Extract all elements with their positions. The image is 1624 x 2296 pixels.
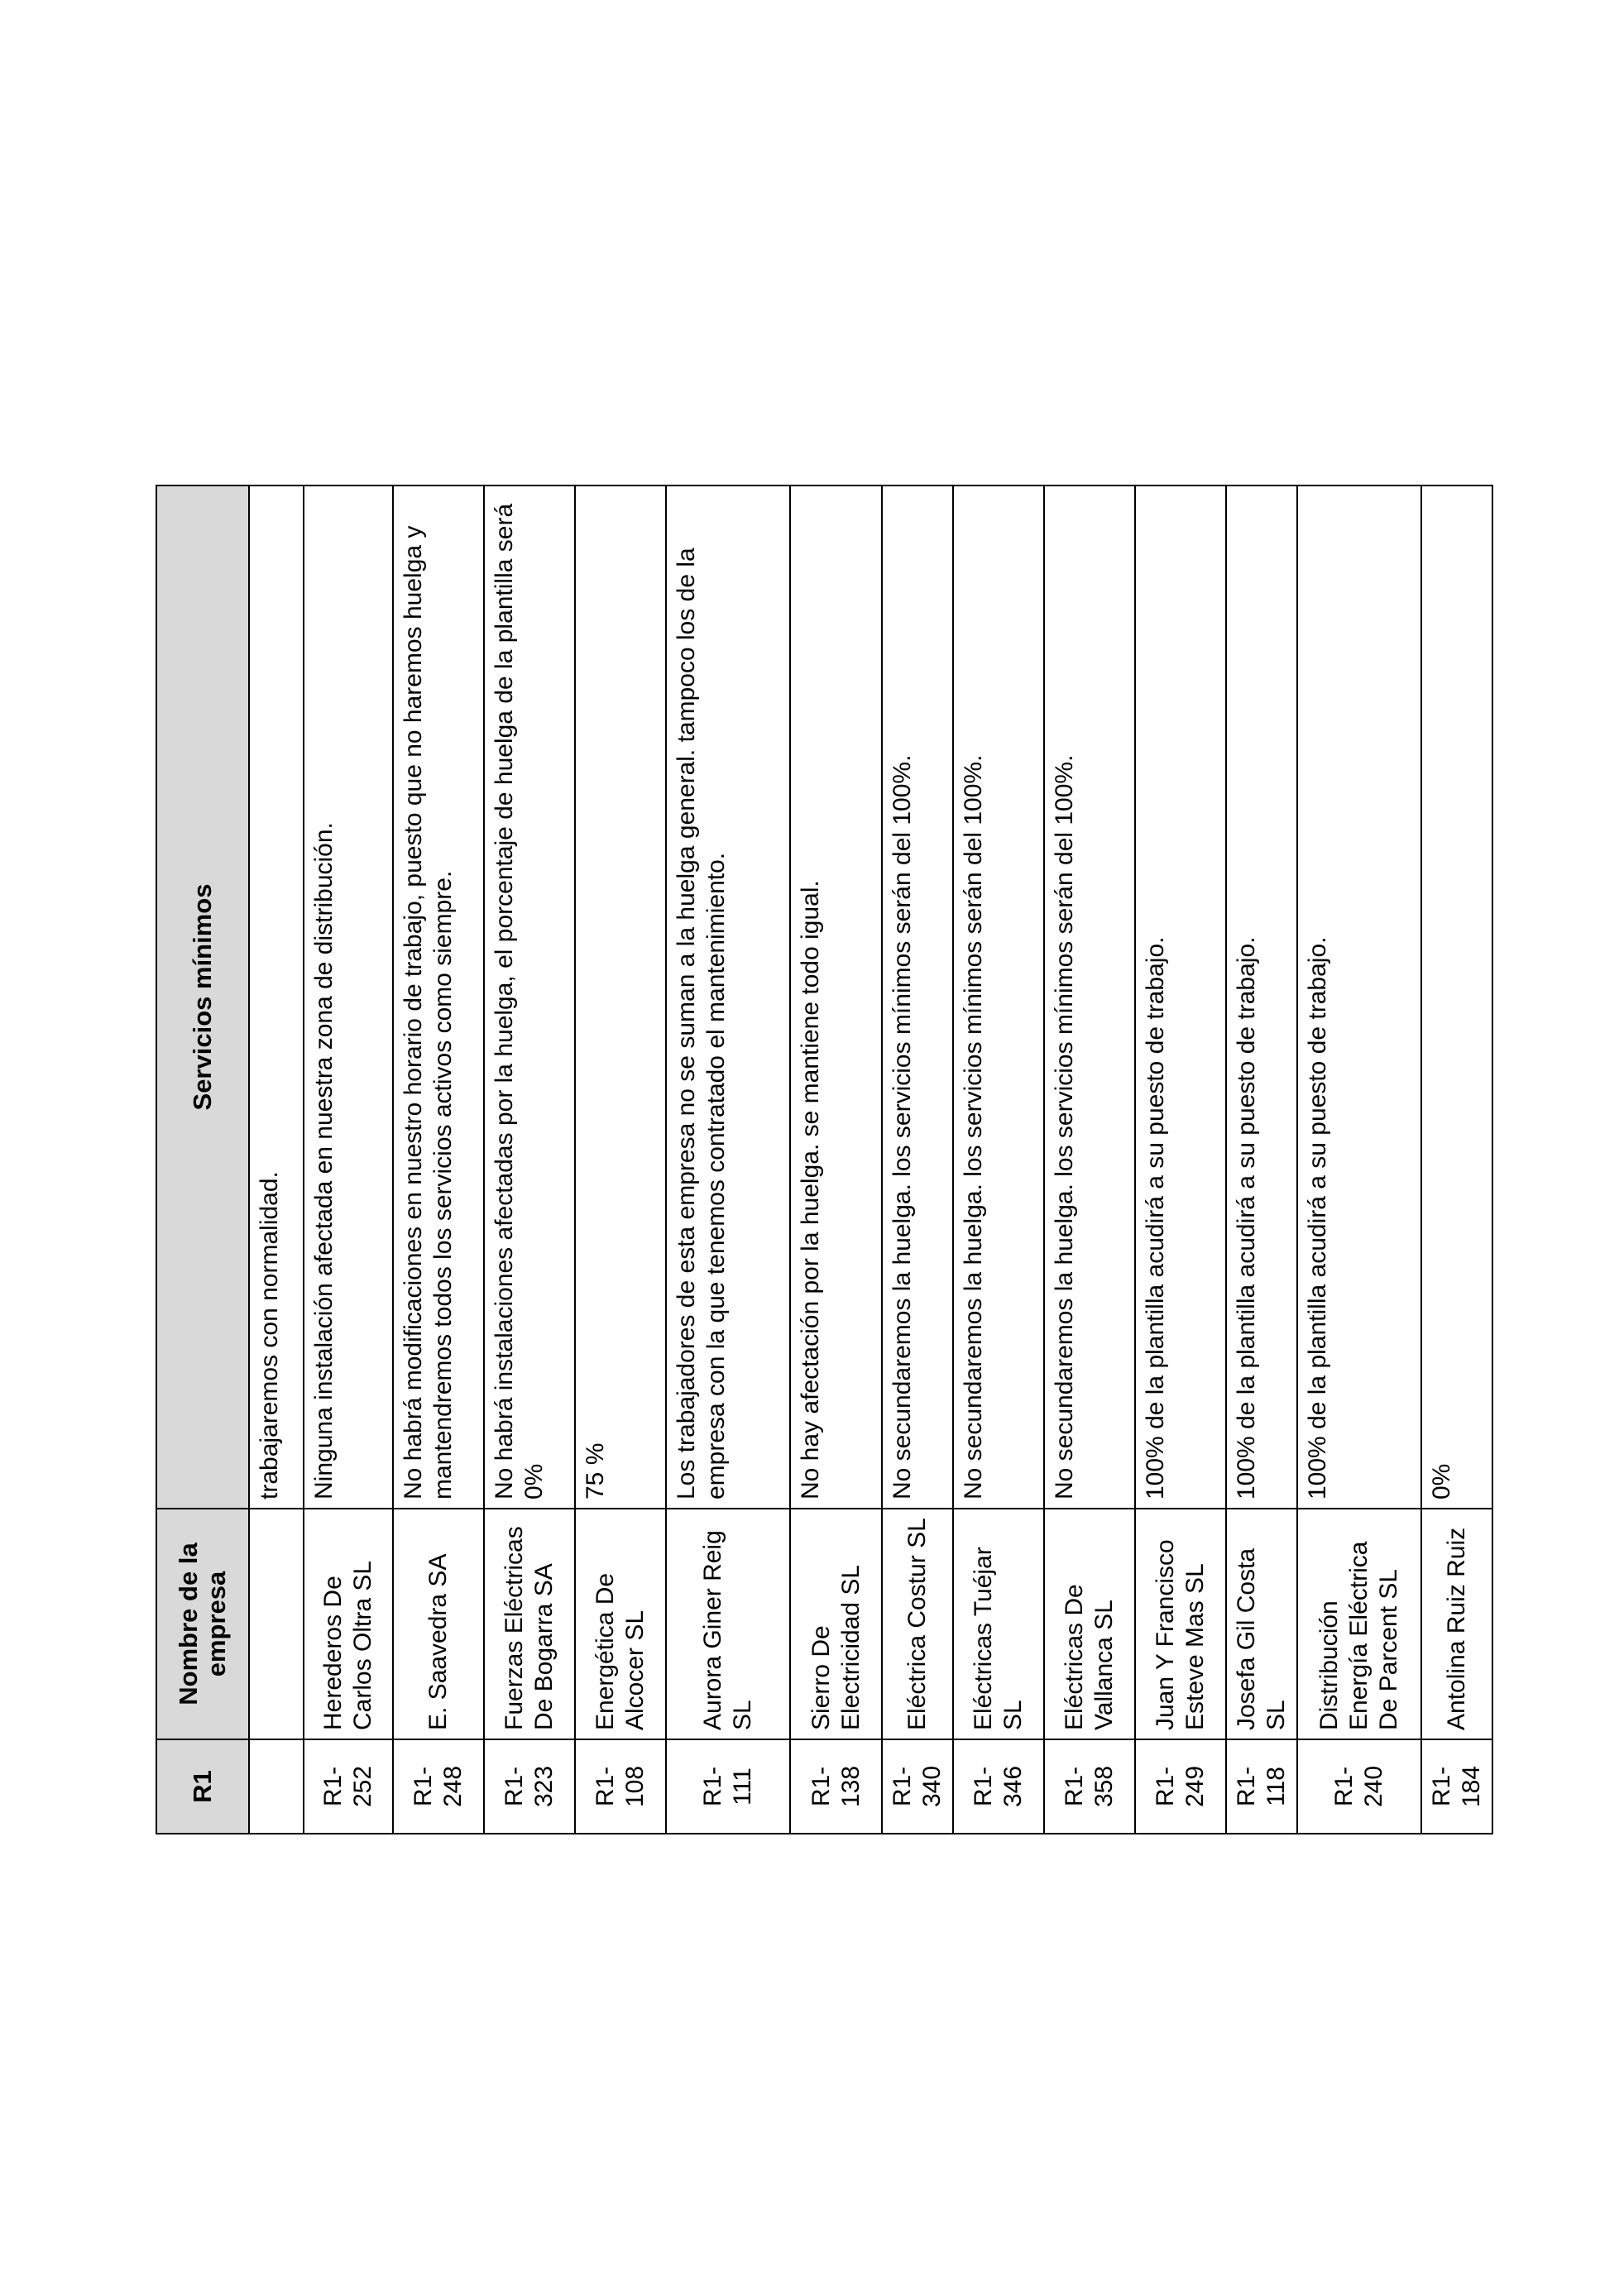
table-row [575,486,666,1834]
row-services: No secundaremos la huelga. los servicios mínimos serán del 100%. [882,486,953,1509]
row-services: No hay afectación por la huelga. se mantiene todo igual. [790,486,882,1509]
row-services: trabajaremos con normalidad. [249,486,304,1509]
row-code: R1-111 [666,1739,790,1834]
row-company: Josefa Gil Costa SL [1226,1509,1297,1739]
row-company: Herederos De Carlos Oltra SL [304,1509,393,1739]
row-code: R1-240 [1297,1739,1421,1834]
row-services: No habrá instalaciones afectadas por la huelga, el porcentaje de huelga de la plantilla será 0% [484,486,575,1509]
row-services: 75 % [575,486,666,1509]
row-company: Distribución Energía Eléctrica De Parcent SL [1297,1509,1421,1739]
row-services: Ninguna instalación afectada en nuestra zona de distribución. [304,486,393,1509]
row-code: R1-323 [484,1739,575,1834]
row-company: Fuerzas Eléctricas De Bogarra SA [484,1509,575,1739]
header-minimum-services: Servicios mínimos [156,486,249,1509]
row-services: 100% de la plantilla acudirá a su puesto de trabajo. [1135,486,1226,1509]
table-header-row [156,486,249,1834]
row-code: R1-346 [953,1739,1044,1834]
row-code: R1-358 [1044,1739,1135,1834]
row-services: No habrá modificaciones en nuestro horario de trabajo, puesto que no haremos huelga y mantendremos todos los servicios activos como siempre. [393,486,484,1509]
row-company: Eléctricas De Vallanca SL [1044,1509,1135,1739]
table-row [1297,486,1421,1834]
row-company: Eléctrica Costur SL [882,1509,953,1739]
row-services: Los trabajadores de esta empresa no se suman a la huelga general. tampoco los de la empresa con la que tenemos contratado el mantenimiento. [666,486,790,1509]
row-company: Juan Y Francisco Esteve Mas SL [1135,1509,1226,1739]
table-row [393,486,484,1834]
rotated-page [156,486,1485,1834]
table-row [249,486,304,1834]
row-code: R1-108 [575,1739,666,1834]
row-company: Sierro De Electricidad SL [790,1509,882,1739]
row-code [249,1739,304,1834]
row-company [249,1509,304,1739]
table-row [484,486,575,1834]
row-code: R1-184 [1421,1739,1492,1834]
row-code: R1-249 [1135,1739,1226,1834]
table-row [304,486,393,1834]
row-code: R1-252 [304,1739,393,1834]
servicios-minimos-table [156,485,1493,1834]
row-services: No secundaremos la huelga. los servicios mínimos serán del 100%. [953,486,1044,1509]
table-row [882,486,953,1834]
row-company: Eléctricas Tuéjar SL [953,1509,1044,1739]
table-row [953,486,1044,1834]
row-company: Energética De Alcocer SL [575,1509,666,1739]
table-row [1226,486,1297,1834]
row-services: 100% de la plantilla acudirá a su puesto de trabajo. [1226,486,1297,1509]
row-company: Aurora Giner Reig SL [666,1509,790,1739]
row-code: R1-118 [1226,1739,1297,1834]
row-code: R1-340 [882,1739,953,1834]
table-row [1135,486,1226,1834]
row-code: R1-138 [790,1739,882,1834]
row-services: 100% de la plantilla acudirá a su puesto de trabajo. [1297,486,1421,1509]
row-services: 0% [1421,486,1492,1509]
header-r1: R1 [156,1739,249,1834]
table-row [1044,486,1135,1834]
row-code: R1-248 [393,1739,484,1834]
table-row [1421,486,1492,1834]
table-row [666,486,790,1834]
row-company: E. Saavedra SA [393,1509,484,1739]
header-company-name: Nombre de la empresa [156,1509,249,1739]
table-row [790,486,882,1834]
row-services: No secundaremos la huelga. los servicios mínimos serán del 100%. [1044,486,1135,1509]
row-company: Antolina Ruiz Ruiz [1421,1509,1492,1739]
